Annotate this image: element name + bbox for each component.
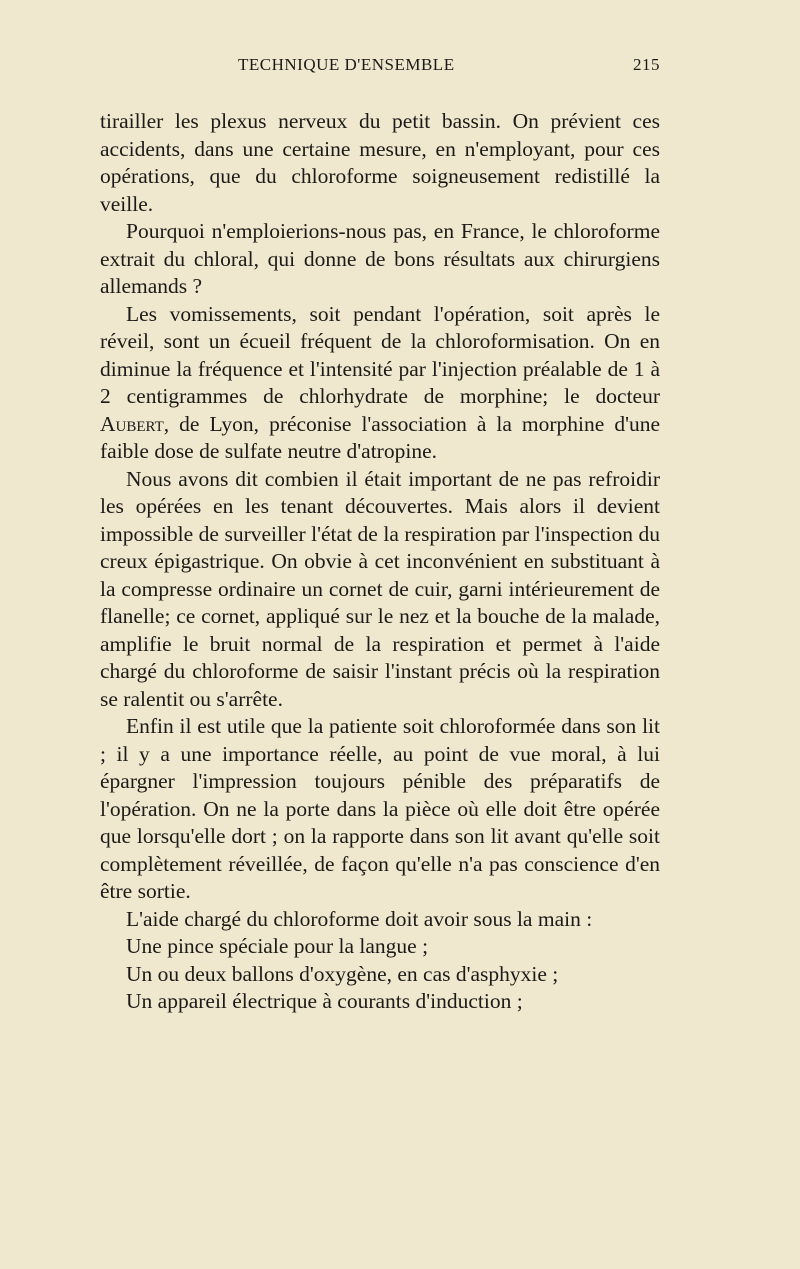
running-head-title: TECHNIQUE D'ENSEMBLE — [238, 55, 455, 74]
list-item: Un ou deux ballons d'oxygène, en cas d'asphyxie ; — [126, 961, 559, 986]
list-item: Un appareil électrique à courants d'induction ; — [126, 989, 523, 1013]
paragraph-1: tirailler les plexus nerveux du petit bassin. On prévient ces accidents, dans une certaine mesure, en n'employant, pour ces opérations, que du chloroforme soigneusement redistillé la veille. — [100, 109, 660, 216]
page-number: 215 — [633, 55, 660, 74]
paragraph-2: Pourquoi n'emploierions-nous pas, en France, le chloroforme extrait du chloral, qui donne de bons résultats aux chirurgiens allemands ? — [100, 219, 660, 298]
paragraph-3 — [100, 301, 660, 466]
paragraph-3-text-a: Les vomissements, soit pendant l'opération, soit après le réveil, sont un écueil fréquent de la chloroformisation. On en diminue la fréquence et l'intensité par l'injection préalable de 1 à 2 centigrammes de chlorhydrate de morphine; le docteur — [100, 301, 660, 408]
running-head — [0, 55, 800, 79]
paragraph-5: Enfin il est utile que la patiente soit chloroformée dans son lit ; il y a une importance réelle, au point de vue moral, à lui épargner l'impression toujours pénible des préparatifs de l'opération. On ne la porte dans la pièce où elle doit être opérée que lorsqu'elle dort ; on la rapporte dans son lit avant qu'elle soit complètement réveillée, de façon qu'elle n'a pas conscience d'en être sortie. — [100, 714, 660, 903]
body-text — [100, 108, 660, 1016]
list-item: Une pince spéciale pour la langue ; — [126, 934, 429, 958]
paragraph-3-text-b: , de Lyon, préconise l'association à la morphine d'une faible dose de sulfate neutre d'atropine. — [100, 411, 660, 463]
paragraph-4: Nous avons dit combien il était important de ne pas refroidir les opérées en les tenant découvertes. Mais alors il devient impossible de surveiller l'état de la respiration par l'inspection du creux épigastrique. On obvie à cet inconvénient en substituant à la compresse ordinaire un cornet de cuir, garni intérieurement de flanelle; ce cornet, appliqué sur le nez et la bouche de la malade, amplifie le bruit normal de la respiration et permet à l'aide chargé du chloroforme de saisir l'instant précis où la respiration se ralentit ou s'arrête. — [100, 466, 660, 711]
paragraph-6: L'aide chargé du chloroforme doit avoir sous la main : — [126, 906, 593, 931]
author-name: Aubert — [100, 411, 164, 436]
